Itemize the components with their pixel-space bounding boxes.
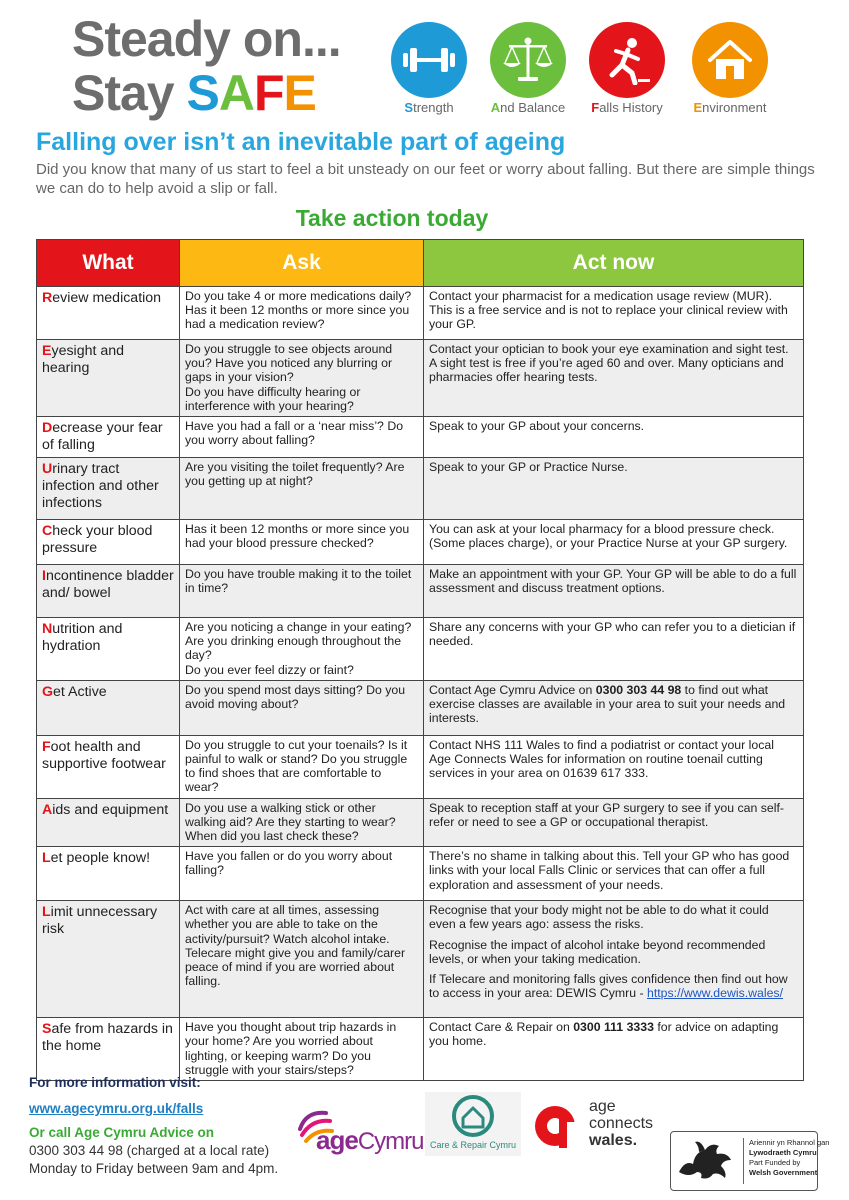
cell-act-now <box>424 520 804 565</box>
table-row <box>37 340 804 417</box>
what-label: ecrease your fear of falling <box>42 420 163 454</box>
act-text: Contact Care & Repair on <box>429 1020 574 1035</box>
welsh-dragon-icon <box>675 1138 737 1182</box>
age-connects-line1: age <box>589 1098 616 1115</box>
table-row <box>37 287 804 340</box>
act-text: Contact NHS 111 Wales to find a podiatrist or contact your local Age Connects Wales for information on routine toenail cutting services in your area on 01639 617 333. <box>429 737 774 781</box>
footer-contact <box>29 1074 278 1178</box>
act-text: You can ask at your local pharmacy for a blood pressure check. (Some places charge), or your Practice Nurse at your GP surgery. <box>429 522 788 551</box>
cell-act-now <box>424 287 804 340</box>
pillar-strength <box>387 22 471 115</box>
cell-what <box>37 735 180 798</box>
footer-url-link[interactable]: www.agecymru.org.uk/falls <box>29 1101 204 1116</box>
footer-visit-label: For more information visit: <box>29 1075 201 1090</box>
pillar-environment <box>688 22 772 115</box>
cell-act-now <box>424 1018 804 1081</box>
house-icon <box>692 22 768 98</box>
what-label: et Active <box>53 683 107 700</box>
act-text: to find out what exercise classes are available in your area to suit your needs and interests. <box>429 682 786 726</box>
safe-letter-s: S <box>186 65 219 121</box>
age-cymru-word-age: age <box>316 1125 358 1155</box>
care-repair-text: Care & Repair Cymru <box>429 1140 517 1150</box>
welsh-gov-line3: Part Funded by <box>749 1158 801 1167</box>
table-row <box>37 1018 804 1081</box>
act-paragraph <box>429 903 798 931</box>
cell-what <box>37 458 180 520</box>
what-label: ids and equipment <box>52 801 169 818</box>
safe-letter-a: A <box>218 65 254 121</box>
table-header-row <box>37 240 804 287</box>
what-label: eview medication <box>52 290 162 306</box>
cell-act-now <box>424 458 804 520</box>
act-text: There’s no shame in talking about this. Tell your GP who has good links with your local Falls Clinic or services that can offer a full exploration and assessment of your needs. <box>429 849 790 892</box>
cell-what <box>37 417 180 458</box>
what-initial-letter: I <box>42 568 46 585</box>
table-row <box>37 458 804 520</box>
cell-ask: Do you take 4 or more medications daily? Has it been 12 months or more since you had a medication review? <box>180 287 424 340</box>
act-text: Speak to reception staff at your GP surgery to see if you can self-refer or need to see a GP or occupational therapist. <box>429 800 784 829</box>
advice-table <box>36 239 804 1081</box>
safe-letter-f: F <box>253 65 284 121</box>
what-initial-letter: U <box>42 461 53 478</box>
welsh-government-logo <box>670 1131 830 1191</box>
cell-what <box>37 680 180 735</box>
dewis-link[interactable]: https://www.dewis.wales/ <box>647 986 783 1001</box>
table-body <box>37 287 804 1081</box>
title-line-2-prefix: Stay <box>72 65 187 121</box>
what-initial-letter: G <box>42 683 54 700</box>
welsh-gov-line2: Lywodraeth Cymru <box>749 1148 817 1157</box>
header-act-now: Act now <box>424 240 804 287</box>
table-row <box>37 618 804 681</box>
act-text: for advice on adapting you home. <box>429 1020 779 1049</box>
act-text: Share any concerns with your GP who can refer you to a dietician if needed. <box>429 620 796 649</box>
welsh-gov-line1: Ariennir yn Rhannol gan <box>749 1138 830 1147</box>
pillar-falls-history <box>585 22 669 115</box>
what-initial-letter: L <box>42 850 51 867</box>
pillar-balance <box>486 22 570 115</box>
table-row <box>37 417 804 458</box>
cell-what <box>37 901 180 1018</box>
cell-ask: Have you thought about trip hazards in your home? Are you worried about lighting, or keeping warm? Do you struggle with your stairs/steps? <box>180 1018 424 1081</box>
cell-what <box>37 565 180 618</box>
act-text: Make an appointment with your GP. Your GP will be able to do a full assessment and discuss treatment options. <box>429 567 797 596</box>
what-initial-letter: L <box>42 904 51 921</box>
what-initial-letter: C <box>42 523 53 540</box>
cell-ask: Do you struggle to cut your toenails? Is it painful to walk or stand? Do you struggle to find shoes that are comfortable to wear? <box>180 735 424 798</box>
age-cymru-logo <box>296 1107 424 1157</box>
act-phone-number: 0300 303 44 98 <box>595 682 682 697</box>
what-label: rinary tract infection and other infections <box>42 461 159 512</box>
what-initial-letter: F <box>42 738 51 755</box>
what-label: et people know! <box>50 850 151 867</box>
table-row <box>37 847 804 901</box>
table-row <box>37 520 804 565</box>
cell-act-now <box>424 798 804 847</box>
what-initial-letter: D <box>42 420 53 437</box>
cell-act-now <box>424 618 804 681</box>
cell-act-now <box>424 340 804 417</box>
table-row <box>37 901 804 1018</box>
table-row <box>37 735 804 798</box>
act-paragraph-text: Recognise the impact of alcohol intake beyond recommended levels, or when your taking medication. <box>429 937 766 966</box>
act-paragraph-text: If Telecare and monitoring falls gives confidence then find out how to access in your area: DEWIS Cymru - <box>429 972 788 1001</box>
what-label: heck your blood pressure <box>42 523 153 557</box>
cell-act-now <box>424 680 804 735</box>
pillar-label-environment: Environment <box>693 100 767 115</box>
cell-ask: Act with care at all times, assessing whether you are able to take on the activity/pursuit? Watch alcohol intake. Telecare might give you and family/carer peace of mind if you are worried about falling. <box>180 901 424 1018</box>
cell-ask: Do you spend most days sitting? Do you avoid moving about? <box>180 680 424 735</box>
cell-ask: Are you noticing a change in your eating? Are you drinking enough throughout the day? Do you ever feel dizzy or faint? <box>180 618 424 681</box>
cell-ask: Do you have trouble making it to the toilet in time? <box>180 565 424 618</box>
pillar-label-strength: Strength <box>404 100 454 115</box>
pillar-label-falls-history: Falls History <box>591 100 663 115</box>
cell-what <box>37 847 180 901</box>
title-line-1: Steady on... <box>72 11 341 67</box>
cell-act-now <box>424 901 804 1018</box>
cell-what <box>37 340 180 417</box>
cell-ask: Are you visiting the toilet frequently? Are you getting up at night? <box>180 458 424 520</box>
what-initial-letter: E <box>42 343 52 359</box>
cell-ask: Has it been 12 months or more since you had your blood pressure checked? <box>180 520 424 565</box>
intro-paragraph: Did you know that many of us start to feel a bit unsteady on our feet or worry about falling. But there are simple things we can do to help avoid a slip or fall. <box>36 161 815 197</box>
act-text: Speak to your GP or Practice Nurse. <box>429 460 628 475</box>
cell-what <box>37 520 180 565</box>
act-paragraph <box>429 972 798 1000</box>
safe-letter-e: E <box>283 65 316 121</box>
cell-what <box>37 287 180 340</box>
cell-ask: Do you use a walking stick or other walking aid? Are they starting to wear? When did you last check these? <box>180 798 424 847</box>
cell-what <box>37 618 180 681</box>
cell-ask: Have you had a fall or a ‘near miss’? Do you worry about falling? <box>180 417 424 458</box>
dumbbell-icon <box>391 22 467 98</box>
act-text: Speak to your GP about your concerns. <box>429 419 645 434</box>
poster-title <box>72 11 341 121</box>
what-label: utrition and hydration <box>42 621 123 655</box>
what-initial-letter: A <box>42 801 53 818</box>
action-heading: Take action today <box>295 205 489 231</box>
age-connects-wales-logo <box>533 1098 653 1158</box>
cell-ask: Do you struggle to see objects around you? Have you noticed any blurring or gaps in your vision? Do you have difficulty hearing or interference with your hearing? <box>180 340 424 417</box>
what-label: oot health and supportive footwear <box>42 738 166 772</box>
act-text: Contact your optician to book your eye examination and sight test. A sight test is free if you’re aged 60 and over. Many opticians and pharmacies offer hearing tests. <box>429 342 789 385</box>
cell-act-now <box>424 417 804 458</box>
footer-phone-line: 0300 303 44 98 (charged at a local rate) <box>29 1143 270 1158</box>
care-repair-logo <box>425 1092 521 1156</box>
cell-what <box>37 1018 180 1081</box>
what-label: ncontinence bladder and/ bowel <box>42 568 174 602</box>
what-initial-letter: R <box>42 290 53 306</box>
act-text: Contact your pharmacist for a medication usage review (MUR). This is a free service and is not to replace your clinical review with your GP. <box>429 289 788 332</box>
pillar-label-balance: And Balance <box>490 100 566 115</box>
act-paragraph <box>429 938 798 966</box>
act-paragraph-text: Recognise that your body might not be able to do what it could even a few years ago: assess the risks. <box>429 903 769 932</box>
age-connects-line3: wales. <box>589 1132 638 1149</box>
what-label: yesight and hearing <box>42 343 125 376</box>
cell-act-now <box>424 735 804 798</box>
what-initial-letter: S <box>42 1021 52 1038</box>
what-label: imit unnecessary risk <box>42 904 158 938</box>
cell-act-now <box>424 565 804 618</box>
table-row <box>37 680 804 735</box>
footer-call-label: Or call Age Cymru Advice on <box>29 1125 215 1140</box>
falling-person-icon <box>589 22 665 98</box>
header-what: What <box>37 240 180 287</box>
cell-ask: Have you fallen or do you worry about falling? <box>180 847 424 901</box>
table-row <box>37 798 804 847</box>
table-row <box>37 565 804 618</box>
care-repair-house-icon <box>450 1094 496 1138</box>
cell-act-now <box>424 847 804 901</box>
act-phone-number: 0300 111 3333 <box>573 1020 654 1035</box>
header-ask: Ask <box>180 240 424 287</box>
scales-icon <box>490 22 566 98</box>
act-text: Contact Age Cymru Advice on <box>429 682 596 697</box>
cell-what <box>37 798 180 847</box>
headline: Falling over isn’t an inevitable part of ageing <box>36 128 566 156</box>
footer-hours-line: Monday to Friday between 9am and 4pm. <box>29 1161 279 1176</box>
title-line-2 <box>72 65 341 121</box>
what-initial-letter: N <box>42 621 53 638</box>
what-label: afe from hazards in the home <box>42 1021 173 1055</box>
age-cymru-word-cymru: Cymru <box>357 1128 424 1155</box>
age-connects-a-icon <box>533 1102 577 1152</box>
age-connects-line2: connects <box>589 1115 654 1132</box>
welsh-gov-line4: Welsh Government <box>749 1168 818 1177</box>
